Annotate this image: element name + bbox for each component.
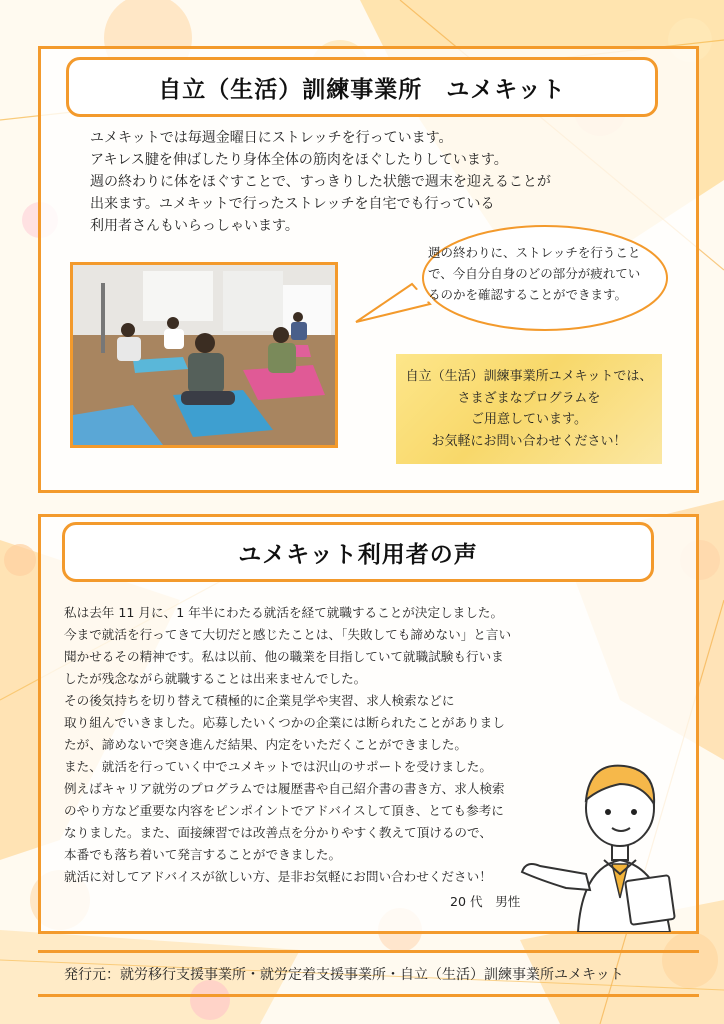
info-line: ご用意しています。 [471,412,587,427]
intro-line: 利用者さんもいらっしゃいます。 [90,218,299,234]
intro-line: 週の終わりに体をほぐすことで、すっきりした状態で週末を迎えることが [90,174,551,190]
testimonial-line: 本番でも落ち着いて発言することができました。 [64,847,342,862]
info-line: お気軽にお問い合わせください！ [431,433,627,449]
footer-top-rule [38,950,699,953]
testimonial-text [64,602,534,888]
bubble-line: 週の終わりに、ストレッチを行うこと [428,245,641,260]
testimonial-line: したが残念ながら就職することは出来ませんでした。 [64,671,367,686]
section1-title: 自立（生活）訓練事業所 ユメキット [66,57,658,117]
publisher-footer: 発行元：就労移行支援事業所・就労定着支援事業所・自立（生活）訓練事業所ユメキット [64,967,624,983]
intro-line: 出来ます。ユメキットで行ったストレッチを自宅でも行っている [90,196,495,212]
intro-line: アキレス腱を伸ばしたり身体全体の筋肉をほぐしたりしています。 [90,152,508,168]
testimonial-line: また、就活を行っていく中でユメキットでは沢山のサポートを受けました。 [64,759,492,774]
intro-line: ユメキットでは毎週金曜日にストレッチを行っています。 [90,130,453,146]
program-info-box [396,354,662,464]
stretch-intro-text [90,127,590,237]
speech-bubble-text [428,242,664,305]
testimonial-line: 就活に対してアドバイスが欲しい方、是非お気軽にお問い合わせください！ [64,869,492,884]
testimonial-line: たが、諦めないで突き進んだ結果、内定をいただくことができました。 [64,737,467,752]
testimonial-line: のやり方など重要な内容をピンポイントでアドバイスして頂き、とても参考に [64,803,504,818]
testimonial-line: 聞かせるその精神です。私は以前、他の職業を目指していて就職試験も行いま [64,649,504,664]
section2-title: ユメキット利用者の声 [62,522,654,582]
testimonial-line: その後気持ちを切り替えて積極的に企業見学や実習、求人検索などに [64,693,455,708]
testimonial-line: 取り組んでいきました。応募したいくつかの企業には断られたことがありまし [64,715,505,730]
testimonial-line: 今まで就活を行ってきて大切だと感じたことは、「失敗しても諦めない」と言い [64,627,512,642]
testimonial-line: 例えばキャリア就労のプログラムでは履歴書や自己紹介書の書き方、求人検索 [64,781,505,796]
businessman-illustration [520,748,700,932]
footer-bottom-rule [38,994,699,997]
testimonial-line: 私は去年 11 月に、1 年半にわたる就活を経て就職することが決定しました。 [64,605,504,620]
bubble-line: で、今自分自身のどの部分が疲れてい [428,266,641,281]
stretch-class-photo [70,262,338,448]
info-line: 自立（生活）訓練事業所ユメキットでは、 [405,369,653,384]
testimonial-attribution: 20 代 男性 [450,894,521,909]
bubble-line: るのかを確認することができます。 [428,287,628,302]
info-line: さまざまなプログラムを [457,390,601,406]
testimonial-line: なりました。また、面接練習では改善点を分かりやすく教えて頂けるので、 [64,825,492,840]
